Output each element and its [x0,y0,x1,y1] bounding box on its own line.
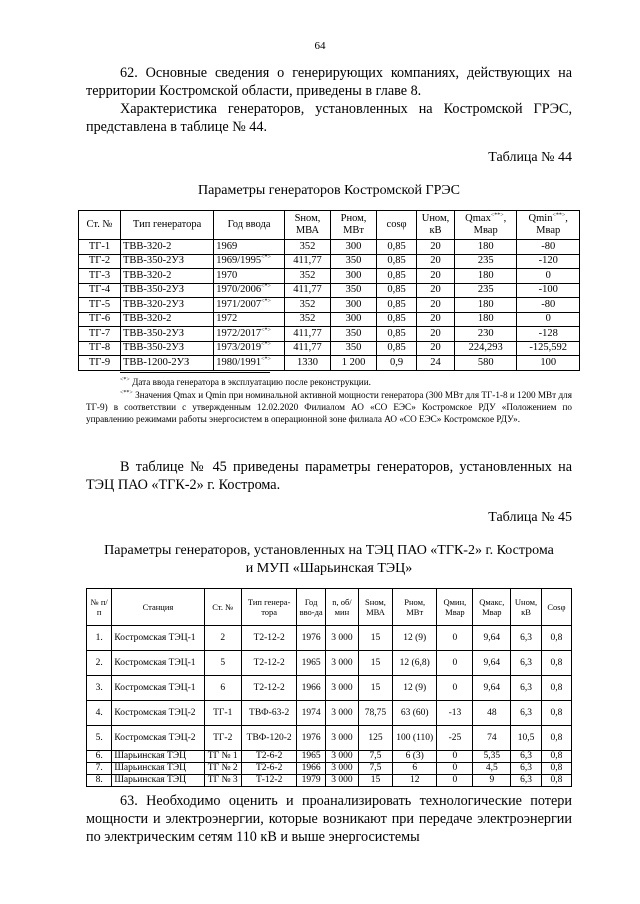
t44-header-st: Ст. № [79,211,121,240]
t44-cell-st: ТГ-4 [79,283,121,298]
t45-cell-qmin: 0 [437,651,473,676]
t44-year-mark: <*> [261,283,271,290]
t45-cell-st: 2 [204,626,241,651]
t44-cell-snom: 411,77 [284,254,330,269]
t44-cell-pnom: 300 [331,240,377,255]
t44-cell-type: ТВВ-350-2УЗ [121,254,214,269]
t45-cell-cos: 0,8 [541,726,571,751]
t45-header-qmin: Qмин, Мвар [437,589,473,626]
t45-cell-st: 5 [204,651,241,676]
t44-cell-type: ТВВ-320-2 [121,269,214,284]
t44-cell-year: 1970/2006<*> [214,283,285,298]
t45-cell-snom: 125 [359,726,393,751]
paragraph-table45-intro: В таблице № 45 приведены параметры генераторов, установленных на ТЭЦ ПАО «ТГК-2» г. Кострома. [86,459,572,493]
t45-cell-pnom: 12 (9) [392,626,436,651]
t44-cell-qmax: 230 [454,327,516,342]
t44-cell-qmax: 180 [454,312,516,327]
t44-cell-qmax: 224,293 [454,341,516,356]
t45-cell-unom: 6,3 [511,676,542,701]
t44-header-unom: Uном, кВ [417,211,455,240]
t45-cell-pnom: 63 (60) [392,701,436,726]
t44-cell-st: ТГ-1 [79,240,121,255]
t45-header-num: № п/п [87,589,112,626]
t45-cell-st: 6 [204,676,241,701]
t45-cell-cos: 0,8 [541,775,571,787]
t44-cell-unom: 20 [417,240,455,255]
table45-row [87,775,572,787]
t45-cell-st: ТГ № 3 [204,775,241,787]
t45-cell-qmax: 5,35 [473,751,511,763]
t45-cell-type: Т2-12-2 [241,626,297,651]
t45-header-pnom: Рном, МВт [392,589,436,626]
t44-cell-pnom: 350 [331,327,377,342]
t44-cell-qmin: -100 [517,283,580,298]
t44-cell-st: ТГ-8 [79,341,121,356]
t45-cell-cos: 0,8 [541,651,571,676]
t45-cell-cos: 0,8 [541,701,571,726]
t45-cell-year: 1979 [297,775,325,787]
t45-cell-st: ТГ № 1 [204,751,241,763]
t44-cell-st: ТГ-5 [79,298,121,313]
t45-cell-qmax: 9,64 [473,676,511,701]
footnote-divider [120,372,270,373]
t45-cell-station: Костромская ТЭЦ-2 [112,726,204,751]
t45-cell-station: Костромская ТЭЦ-2 [112,701,204,726]
t45-cell-pnom: 100 (110) [392,726,436,751]
t45-cell-unom: 6,3 [511,751,542,763]
t44-cell-cos: 0,85 [377,298,417,313]
table44-row [79,327,580,342]
t44-cell-unom: 24 [417,356,455,371]
page-number: 64 [314,40,326,52]
t44-cell-unom: 20 [417,269,455,284]
t45-cell-year: 1976 [297,726,325,751]
t45-header-st: Ст. № [204,589,241,626]
paragraph-63: 63. Необходимо оценить и проанализировать технологические потери мощности и электроэнергии, которые возникают при передаче электроэнергии по электрическим сетям 110 кВ и выше энергосистемы [86,793,572,845]
t44-cell-pnom: 350 [331,254,377,269]
t45-cell-num: 1. [87,626,112,651]
t45-cell-num: 7. [87,763,112,775]
footnote-2: <**> Значения Qmax и Qmin при номинальной активной мощности генератора (300 МВт для ТГ-1-8 и 1200 МВт для ТГ-9) в соответствии с утвержденным 12.02.2020 Филиалом АО «СО ЕЭС» Костромское РДУ «Положением по управлению режимами работы энергосистем в операционной зоне филиала АО «СО ЕЭС» Костромское РДУ». [86,389,572,424]
t45-cell-qmin: -13 [437,701,473,726]
t44-cell-cos: 0,85 [377,269,417,284]
t44-cell-type: ТВВ-320-2 [121,312,214,327]
t44-header-cos: cosφ [377,211,417,240]
t44-cell-type: ТВВ-350-2УЗ [121,283,214,298]
t45-cell-year: 1965 [297,651,325,676]
t45-cell-station: Костромская ТЭЦ-1 [112,676,204,701]
t44-year-mark: <*> [261,254,271,261]
t45-cell-pnom: 12 (6,8) [392,651,436,676]
t44-cell-cos: 0,85 [377,327,417,342]
t44-year-mark: <*> [261,341,271,348]
table44-title: Параметры генераторов Костромской ГРЭС [197,183,461,198]
t44-cell-qmin: 100 [517,356,580,371]
t45-cell-station: Шарьинская ТЭЦ [112,751,204,763]
t45-cell-year: 1966 [297,763,325,775]
t44-cell-type: ТВВ-1200-2УЗ [121,356,214,371]
t45-cell-qmax: 74 [473,726,511,751]
t44-cell-unom: 20 [417,327,455,342]
t44-cell-pnom: 350 [331,341,377,356]
t44-cell-pnom: 350 [331,283,377,298]
t45-cell-unom: 6,3 [511,763,542,775]
table44 [78,210,580,371]
t45-cell-qmin: 0 [437,751,473,763]
t45-cell-rpm: 3 000 [325,751,358,763]
t44-cell-qmin: 0 [517,269,580,284]
t44-cell-year: 1969/1995<*> [214,254,285,269]
t44-cell-qmin: 0 [517,312,580,327]
table45-title-line2: и МУП «Шарьинская ТЭЦ» [245,561,413,576]
paragraph-62: 62. Основные сведения о генерирующих компаниях, действующих на территории Костромской области, приведены в главе 8. [86,65,572,99]
t44-cell-year: 1972 [214,312,285,327]
t45-cell-type: Т2-6-2 [241,763,297,775]
t44-cell-year: 1972/2017<*> [214,327,285,342]
t44-cell-snom: 411,77 [284,283,330,298]
table45-header-row [87,589,572,626]
t45-cell-year: 1974 [297,701,325,726]
paragraph-table44-intro: Характеристика генераторов, установленных на Костромской ГРЭС, представлена в таблице № 44. [86,101,572,135]
t44-cell-st: ТГ-9 [79,356,121,371]
t45-cell-year: 1965 [297,751,325,763]
t44-cell-qmax: 180 [454,240,516,255]
t45-cell-qmin: 0 [437,775,473,787]
table45-row [87,626,572,651]
t45-cell-qmin: 0 [437,626,473,651]
table44-row [79,312,580,327]
t44-cell-pnom: 300 [331,298,377,313]
t44-cell-cos: 0,9 [377,356,417,371]
t45-cell-cos: 0,8 [541,676,571,701]
t45-header-snom: Sном, МВА [359,589,393,626]
t44-cell-type: ТВВ-320-2УЗ [121,298,214,313]
t45-cell-snom: 15 [359,775,393,787]
t44-cell-st: ТГ-2 [79,254,121,269]
t45-header-unom: Uном, кВ [511,589,542,626]
t44-cell-snom: 352 [284,240,330,255]
table44-row [79,298,580,313]
t44-cell-qmax: 235 [454,283,516,298]
t44-cell-snom: 411,77 [284,341,330,356]
table45-row [87,751,572,763]
t45-cell-year: 1976 [297,626,325,651]
t45-cell-unom: 10,5 [511,726,542,751]
t44-cell-qmin: -128 [517,327,580,342]
table44-row [79,254,580,269]
table44-row [79,356,580,371]
table44-row [79,269,580,284]
t45-cell-type: Т2-6-2 [241,751,297,763]
t44-cell-pnom: 300 [331,312,377,327]
t44-cell-st: ТГ-6 [79,312,121,327]
t44-cell-year: 1980/1991<*> [214,356,285,371]
t44-cell-st: ТГ-3 [79,269,121,284]
t44-cell-year: 1970 [214,269,285,284]
t45-cell-pnom: 6 [392,763,436,775]
t44-cell-st: ТГ-7 [79,327,121,342]
t45-cell-qmin: -25 [437,726,473,751]
t44-cell-qmin: -80 [517,240,580,255]
table44-header-row [79,211,580,240]
t44-year-mark: <*> [261,356,271,363]
t44-cell-snom: 352 [284,312,330,327]
t45-cell-qmax: 48 [473,701,511,726]
t44-cell-unom: 20 [417,254,455,269]
footnote-1: <*> Дата ввода генератора в эксплуатацию после реконструкции. [120,376,371,387]
t45-header-station: Станция [112,589,204,626]
t44-cell-qmin: -80 [517,298,580,313]
t44-header-qmin: Qmin<**>, Мвар [517,211,580,240]
t44-cell-cos: 0,85 [377,240,417,255]
t45-cell-type: Т2-12-2 [241,651,297,676]
t44-header-pnom: Рном, МВт [331,211,377,240]
t44-cell-year: 1971/2007<*> [214,298,285,313]
table45-row [87,726,572,751]
t45-header-rpm: n, об/мин [325,589,358,626]
t44-cell-snom: 352 [284,298,330,313]
t45-cell-rpm: 3 000 [325,626,358,651]
t45-cell-type: Т2-12-2 [241,676,297,701]
table44-row [79,240,580,255]
t44-cell-pnom: 1 200 [331,356,377,371]
t45-cell-st: ТГ-1 [204,701,241,726]
t45-cell-unom: 6,3 [511,701,542,726]
t45-cell-rpm: 3 000 [325,775,358,787]
t44-cell-qmax: 235 [454,254,516,269]
t44-cell-qmax: 180 [454,269,516,284]
t45-cell-snom: 78,75 [359,701,393,726]
t45-cell-unom: 6,3 [511,775,542,787]
t45-cell-year: 1966 [297,676,325,701]
t45-cell-qmin: 0 [437,763,473,775]
t45-cell-qmin: 0 [437,676,473,701]
t45-header-cos: Cosφ [541,589,571,626]
table45 [86,588,572,787]
t45-cell-cos: 0,8 [541,626,571,651]
t45-cell-qmax: 9,64 [473,651,511,676]
t44-cell-snom: 411,77 [284,327,330,342]
t44-cell-cos: 0,85 [377,254,417,269]
t45-cell-st: ТГ № 2 [204,763,241,775]
t45-cell-qmax: 9 [473,775,511,787]
t45-cell-qmax: 9,64 [473,626,511,651]
t44-cell-year: 1973/2019<*> [214,341,285,356]
t44-cell-year: 1969 [214,240,285,255]
t45-cell-snom: 7,5 [359,751,393,763]
t44-cell-qmin: -125,592 [517,341,580,356]
t45-cell-unom: 6,3 [511,651,542,676]
t45-header-qmax: Qмакс, Мвар [473,589,511,626]
table44-row [79,283,580,298]
t45-header-type: Тип генера-тора [241,589,297,626]
t44-cell-unom: 20 [417,298,455,313]
table44-caption: Таблица № 44 [488,150,572,165]
t44-cell-pnom: 300 [331,269,377,284]
t45-cell-rpm: 3 000 [325,726,358,751]
t45-cell-rpm: 3 000 [325,676,358,701]
t44-cell-unom: 20 [417,341,455,356]
t44-header-qmax: Qmax<**>, Мвар [454,211,516,240]
t45-cell-station: Костромская ТЭЦ-1 [112,626,204,651]
t44-cell-snom: 1330 [284,356,330,371]
t44-cell-cos: 0,85 [377,312,417,327]
table44-row [79,341,580,356]
t44-cell-qmax: 580 [454,356,516,371]
t45-cell-num: 4. [87,701,112,726]
t45-cell-rpm: 3 000 [325,763,358,775]
t44-cell-cos: 0,85 [377,283,417,298]
t45-cell-type: ТВФ-63-2 [241,701,297,726]
t44-cell-cos: 0,85 [377,341,417,356]
t45-cell-num: 6. [87,751,112,763]
t45-cell-num: 3. [87,676,112,701]
t45-cell-pnom: 12 [392,775,436,787]
table45-title-line1: Параметры генераторов, установленных на ТЭЦ ПАО «ТГК-2» г. Кострома [104,543,554,558]
t45-cell-station: Шарьинская ТЭЦ [112,763,204,775]
t45-cell-cos: 0,8 [541,763,571,775]
t45-cell-snom: 15 [359,626,393,651]
t44-year-mark: <*> [261,298,271,305]
table45-row [87,676,572,701]
table45-row [87,763,572,775]
t45-cell-num: 8. [87,775,112,787]
t45-header-year: Год вво-да [297,589,325,626]
t44-qmin-mark: <**> [552,212,566,219]
t45-cell-type: Т-12-2 [241,775,297,787]
t45-cell-rpm: 3 000 [325,651,358,676]
t45-cell-num: 5. [87,726,112,751]
t44-cell-type: ТВВ-350-2УЗ [121,341,214,356]
t44-cell-snom: 352 [284,269,330,284]
t45-cell-station: Костромская ТЭЦ-1 [112,651,204,676]
table45-row [87,701,572,726]
t45-cell-station: Шарьинская ТЭЦ [112,775,204,787]
t45-cell-qmax: 4,5 [473,763,511,775]
t45-cell-unom: 6,3 [511,626,542,651]
t44-cell-type: ТВВ-350-2УЗ [121,327,214,342]
t45-cell-snom: 7,5 [359,763,393,775]
t44-cell-unom: 20 [417,312,455,327]
t44-header-year: Год ввода [214,211,285,240]
t45-cell-cos: 0,8 [541,751,571,763]
t44-header-snom: Sном, МВА [284,211,330,240]
t45-cell-pnom: 12 (9) [392,676,436,701]
t45-cell-snom: 15 [359,676,393,701]
t45-cell-pnom: 6 (3) [392,751,436,763]
table45-row [87,651,572,676]
t45-cell-snom: 15 [359,651,393,676]
t45-cell-type: ТВФ-120-2 [241,726,297,751]
t44-cell-qmin: -120 [517,254,580,269]
t44-header-type: Тип генератора [121,211,214,240]
t44-cell-unom: 20 [417,283,455,298]
t44-year-mark: <*> [261,327,271,334]
t45-cell-num: 2. [87,651,112,676]
t45-cell-rpm: 3 000 [325,701,358,726]
t44-qmax-mark: <**> [490,212,504,219]
table45-caption: Таблица № 45 [488,510,572,525]
t45-cell-st: ТГ-2 [204,726,241,751]
t44-cell-type: ТВВ-320-2 [121,240,214,255]
t44-cell-qmax: 180 [454,298,516,313]
